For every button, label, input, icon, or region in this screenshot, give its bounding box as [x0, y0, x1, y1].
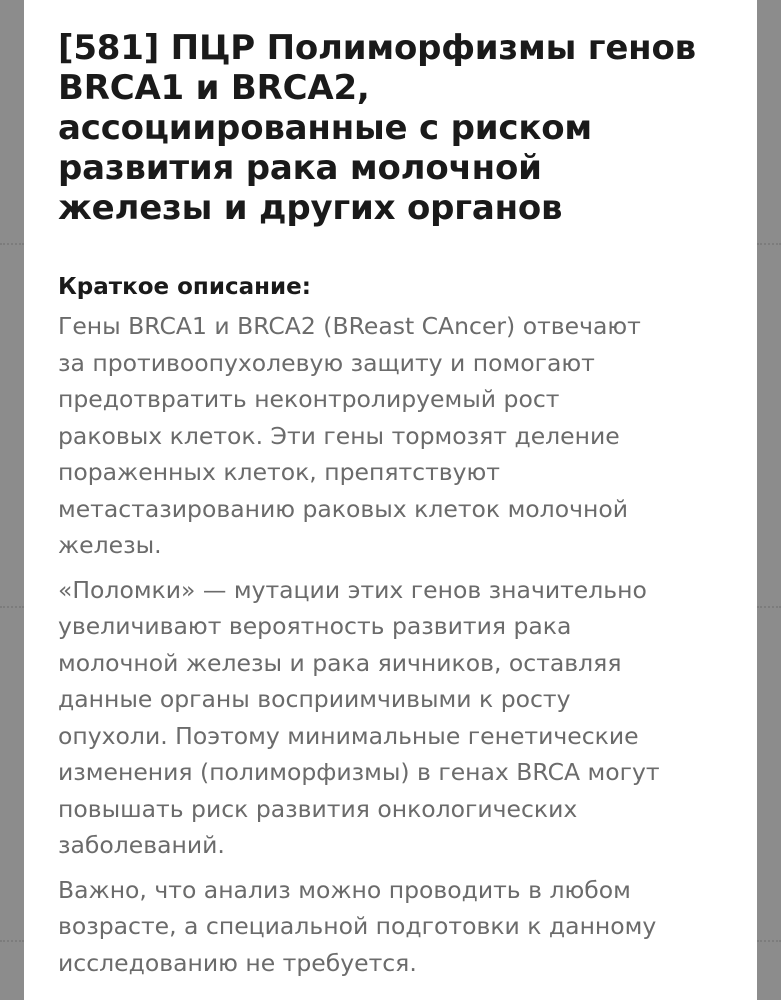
description-line: заболеваний. — [58, 831, 225, 859]
description-line: молочной железы и рака яичников, оставляя — [58, 648, 622, 677]
description-line: опухоли. Поэтому минимальные генетические — [58, 721, 639, 750]
service-title-line: развития рака молочной — [58, 148, 542, 188]
description-line: железы. — [58, 531, 162, 559]
service-title-line: ассоциированные с риском — [58, 108, 592, 148]
description-line: данные органы восприимчивыми к росту — [58, 685, 571, 713]
service-detail-sheet[interactable] — [24, 0, 757, 1000]
description-line: «Поломки» — мутации этих генов значительно — [58, 575, 647, 604]
description-line: исследованию не требуется. — [58, 948, 417, 977]
service-title — [58, 28, 738, 228]
description-line: за противоопухолевую защиту и помогают — [58, 348, 595, 377]
description-paragraph-mutations — [58, 572, 738, 864]
description-line: повышать риск развития онкологических — [58, 794, 578, 823]
service-title-line: BRCA1 и BRCA2, — [58, 68, 370, 108]
backdrop-divider — [0, 940, 24, 942]
description-line: изменения (полиморфизмы) в генах BRCA могут — [58, 758, 660, 786]
service-detail-content — [58, 28, 738, 981]
short-description-heading: Краткое описание: — [58, 274, 311, 300]
backdrop-divider — [757, 940, 781, 942]
description-line: Гены BRCA1 и BRCA2 (BReast CAncer) отвечают — [58, 312, 641, 340]
description-line: раковых клеток. Эти гены тормозят деление — [58, 421, 620, 450]
backdrop-divider — [0, 243, 24, 245]
description-line: предотвратить неконтролируемый рост — [58, 385, 560, 413]
description-line: пораженных клеток, препятствуют — [58, 458, 500, 486]
backdrop-divider — [757, 606, 781, 608]
description-line: Важно, что анализ можно проводить в любом — [58, 875, 631, 904]
service-title-line: железы и других органов — [58, 188, 563, 228]
backdrop-divider — [757, 243, 781, 245]
description-line: возрасте, а специальной подготовки к данному — [58, 912, 657, 940]
description-line: метастазированию раковых клеток молочной — [58, 494, 628, 523]
backdrop-divider — [0, 606, 24, 608]
description-paragraph-preparation — [58, 872, 738, 982]
description-line: увеличивают вероятность развития рака — [58, 612, 572, 640]
service-title-line: [581] ПЦР Полиморфизмы генов — [58, 28, 696, 68]
description-paragraph-genes — [58, 308, 738, 564]
